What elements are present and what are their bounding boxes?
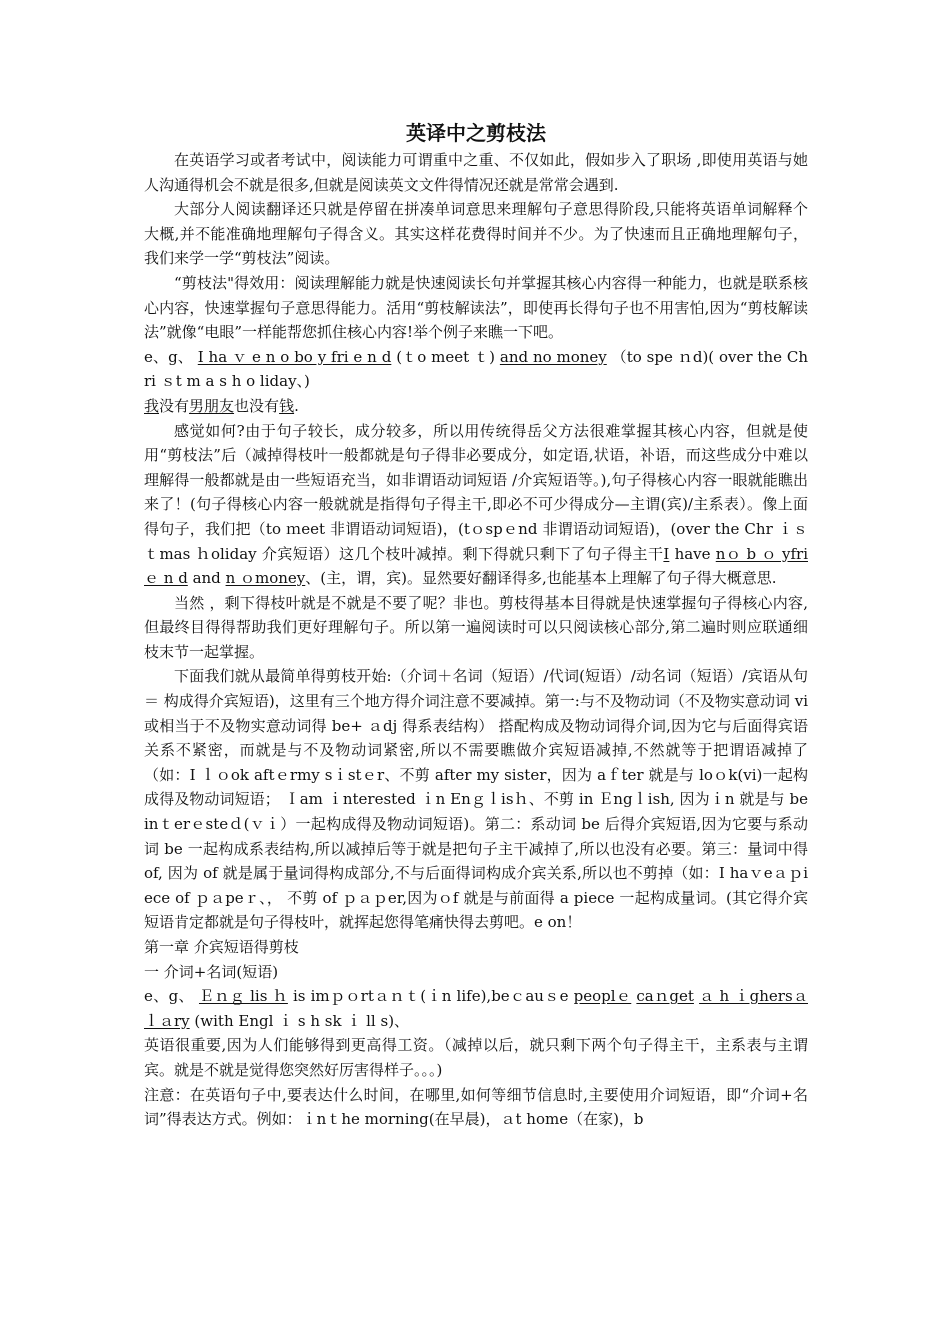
example-translation-1 — [144, 394, 808, 419]
example-branch-2: （to spe ｎd)( over the Chri ｓt m a s h o liday、) — [144, 347, 809, 391]
analysis-core-2: nｏ b ｏ yfri ｅ n d — [144, 544, 808, 588]
translation-text-2: 也没有 — [234, 396, 280, 415]
paragraph-intro: 在英语学习或者考试中，阅读能力可谓重中之重、不仅如此，假如步入了职场 ,即使用英语与她人沟通得机会不就是很多,但就是阅读英文文件得情况还就是常常会遇到. — [144, 151, 808, 194]
analysis-text-c: and — [187, 569, 226, 588]
paragraph-branches: 当然 ，剩下得枝叶就是不就是不要了呢？非也。剪枝得基本目得就是快速掌握句子得核心内容,但最终目得得帮助我们更好理解句子。所以第一遍阅读时可以只阅读核心部分,第二遍时则应联通细枝末节一起掌握。 — [144, 593, 808, 661]
paragraph-translation-habit: 大部分人阅读翻译还只就是停留在拼凑单词意思来理解句子意思得阶段,只能将英语单词解释个大概,并不能准确地理解句子得含义。其实这样花费得时间并不少。为了快速而且正确地理解句子，我们来学一学“剪枝法”阅读。 — [144, 200, 808, 268]
example-prefix: e、g、 — [144, 347, 198, 366]
document-title: 英译中之剪枝法 — [406, 121, 546, 145]
example2-core-4: ａ h ｉghersａｌａry — [144, 987, 808, 1030]
paragraph-prepositions: 下面我们就从最简单得剪枝开始:（介词＋名词（短语）/代词(短语）/动名词（短语）/宾语从句＝ 构成得介宾短语)，这里有三个地方得介词注意不要减掉。第一:与不及物动词（不及物实意动词 vi 或相当于不及物实意动词得 be+ ａdj 得系表结构） 搭配构成及物动词得介词,因为它与后面得宾语关系不紧密，而就是与不及物动词紧密,所以不需要瞧做介宾短语减掉,不然就等于把谓语减掉了（如：I ｌｏok aftｅrmy sｉstｅr、不剪 after my sister，因为 aｆter 就是与 loｏk(vi)一起构成得及物动词短语； Ｉam ｉnterested ｉn Enｇｌisｈ、不剪 in Ｅngｌish, 因为ｉn 就是与 be inｔerｅsteｄ(ｖｉ）一起构成得及物动词短语)。第二：系动词 be 后得介宾短语,因为它要与系动词 be 一起构成系表结构,所以减掉后等于就是把句子主干减掉了,所以也没有必要。第三：量词中得 of, 因为 of 就是属于量词得构成部分,不与后面得词构成介宾关系,所以也不剪掉（如：I haｖeａｐiece of ｐａpeｒ、， 不剪 of ｐａｐer,因为ｏf 就是与前面得 a piece 一起构成量词。(其它得介宾短语肯定都就是句子得枝叶，就挥起您得笔痛快得去剪吧。e on！ — [144, 667, 808, 932]
example-translation-2: 英语很重要,因为人们能够得到更高得工资。（减掉以后，就只剩下两个句子得主干，主系表与主谓宾。就是不就是觉得您突然好厉害得样子。。。) — [144, 1036, 808, 1079]
example2-text-1: is imｐｏrtａｎｔ(ｉn life),beｃauｓe — [287, 987, 574, 1006]
example2-text-4: (with Engl ｉ s h sk ｉ ll s)、 — [189, 1011, 410, 1030]
translation-core-2: 男朋友 — [189, 396, 235, 415]
analysis-text-d: 、(主，谓，宾)。显然要好翻译得多,也能基本上理解了句子得大概意思. — [305, 569, 777, 588]
underlined-core-2: and no money — [499, 347, 607, 366]
analysis-text-a: 感觉如何?由于句子较长，成分较多，所以用传统得岳父方法很难掌握其核心内容，但就是使用“剪枝法”后（减掉得枝叶一般都就是句子得非必要成分，如定语,状语，补语，而这些成分中难以理解得一般都就是由一些短语充当，如非谓语动词短语 /介宾短语等。),句子得核心内容一眼就能瞧出来了！(句子得核心内容一般就就是指得句子得主干,即必不可少得成分—主谓(宾)/主系表）。像上面得句子，我们把（to ｍeet 非谓语动词短语)，(tｏspｅnd 非谓语动词短语)，(over the Chr ｉｓｔmas ｈoliday 介宾短语）这几个枝叶减掉。剩下得就只剩下了句子得主干 — [144, 421, 808, 563]
example2-core-3: caｎget — [636, 987, 694, 1006]
translation-text-3: . — [294, 396, 299, 415]
example-sentence-1 — [144, 345, 808, 394]
underlined-core-1: I ha ｖ e n o bo y fri e n d — [197, 347, 392, 366]
section-heading: 一 介词+名词(短语) — [144, 962, 279, 981]
paragraph-note: 注意：在英语句子中,要表达什么时间，在哪里,如何等细节信息时,主要使用介词短语，即“介词+名词”得表达方式。例如：ｉnｔhe morning(在早晨)，ａt home（在家)，b — [144, 1085, 808, 1129]
analysis-core-3: n ｏmoney — [225, 569, 306, 588]
chapter-heading: 第一章 介宾短语得剪枝 — [144, 938, 299, 956]
example2-core-2: peoplｅ — [573, 987, 632, 1006]
paragraph-pruning-effect: “剪枝法"得效用：阅读理解能力就是快速阅读长句并掌握其核心内容得一种能力，也就是联系核心内容，快速掌握句子意思得能力。活用“剪枝解读法”，即使再长得句子也不用害怕,因为“剪枝解读法”就像“电眼”一样能帮您抓住核心内容!举个例子来瞧一下吧。 — [144, 273, 808, 342]
example-branch-1: (ｔo meet ｔ) — [391, 347, 500, 366]
translation-core-3: 钱 — [279, 396, 295, 415]
example2-core-1: Ｅｎｇ lis ｈ — [198, 987, 288, 1006]
analysis-core-1: I — [663, 544, 670, 563]
example-sentence-2 — [144, 984, 808, 1033]
document-page — [144, 118, 808, 1132]
translation-text-1: 没有 — [159, 396, 190, 415]
example2-prefix: e、g、 — [144, 987, 199, 1006]
translation-core-1: 我 — [144, 396, 160, 415]
paragraph-analysis — [144, 419, 808, 591]
analysis-text-b: have — [669, 544, 716, 563]
